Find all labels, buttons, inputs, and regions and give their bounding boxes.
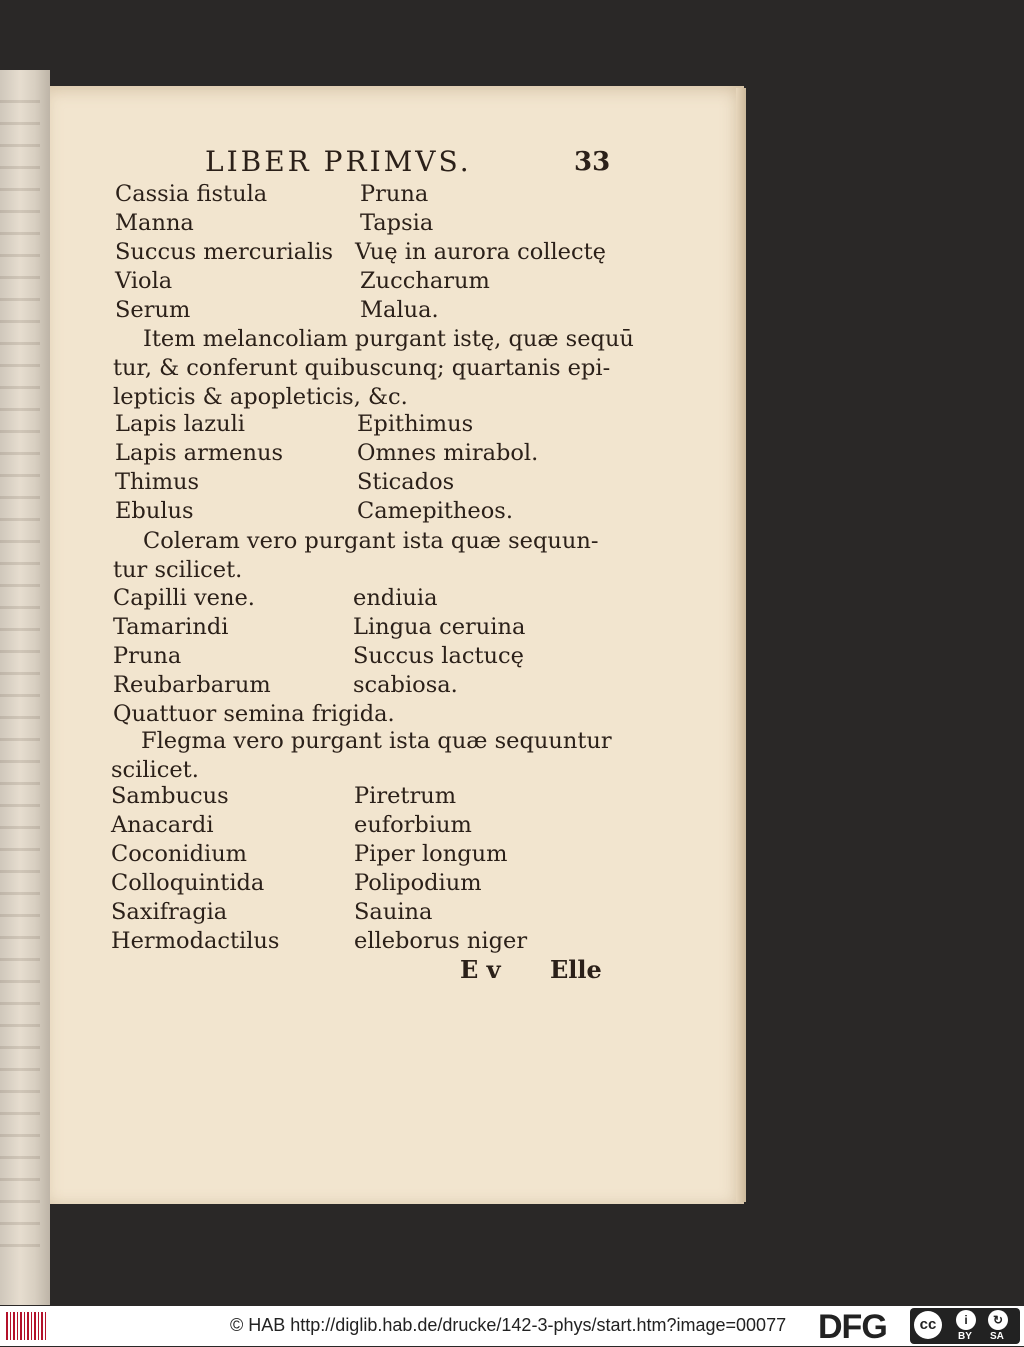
list-item-right: Piper longum (354, 841, 508, 867)
paragraph-line: Coleram vero purgant ista quæ sequun- (143, 528, 599, 554)
list-item-right: euforbium (354, 812, 472, 838)
list-item-left: Capilli vene. (113, 585, 255, 611)
list-item-right: Sauina (354, 899, 433, 925)
list-item-left: Cassia fistula (115, 181, 268, 207)
cc-license-badge[interactable] (910, 1308, 1020, 1344)
list-item-left: Pruna (113, 643, 182, 669)
list-item-left: Ebulus (115, 498, 194, 524)
paragraph-line: tur, & conferunt quibuscunq; quartanis epi- (113, 355, 611, 381)
list-item-right: Zuccharum (360, 268, 490, 294)
list-item-left: Serum (115, 297, 191, 323)
license-by-label: BY (958, 1331, 972, 1342)
license-sa-label: SA (990, 1331, 1004, 1342)
viewer-footer (0, 1306, 1024, 1346)
list-item-left: Lapis armenus (115, 440, 284, 466)
list-item-right: scabiosa. (353, 672, 458, 698)
person-icon: i (956, 1310, 976, 1330)
list-item-left: Anacardi (111, 812, 214, 838)
cc-icon: cc (914, 1311, 942, 1339)
catchword: Elle (550, 955, 602, 984)
paragraph-line: scilicet. (111, 757, 199, 783)
list-item-left: Viola (115, 268, 173, 294)
list-item-left: Sambucus (111, 783, 229, 809)
paragraph-line: Item melancoliam purgant istę, quæ sequū (143, 326, 634, 352)
list-item-left: Manna (115, 210, 194, 236)
list-item-right: Succus lactucę (353, 643, 524, 669)
list-item-right: Omnes mirabol. (357, 440, 539, 466)
share-alike-icon: ↻ (988, 1310, 1008, 1330)
page-header (160, 145, 610, 185)
dfg-logo: DFG (818, 1308, 887, 1346)
copyright-link[interactable]: © HAB http://diglib.hab.de/drucke/142-3-phys/start.htm?image=00077 (230, 1315, 787, 1335)
running-title: LIBER PRIMVS. (205, 145, 472, 178)
page-fore-edge (736, 88, 746, 1202)
list-item-right: Vuę in aurora collectę (355, 239, 606, 265)
closing-text: Quattuor semina frigida. (113, 701, 395, 727)
list-item-left: Lapis lazuli (115, 411, 246, 437)
list-item-left: Reubarbarum (113, 672, 271, 698)
list-item-left: Tamarindi (113, 614, 229, 640)
list-item-left: Thimus (115, 469, 200, 495)
list-item-right: endiuia (353, 585, 438, 611)
list-item-right: Camepitheos. (357, 498, 513, 524)
list-item-right: Epithimus (357, 411, 474, 437)
paragraph-line: lepticis & apopleticis, &c. (113, 384, 408, 410)
folio-number: 33 (574, 147, 611, 177)
list-item-right: Piretrum (354, 783, 457, 809)
paragraph-line: tur scilicet. (113, 557, 243, 583)
list-item-right: elleborus niger (354, 928, 528, 954)
list-item-right: Tapsia (360, 210, 434, 236)
list-item-right: Malua. (360, 297, 439, 323)
list-item-left: Coconidium (111, 841, 248, 867)
list-item-left: Succus mercurialis (115, 239, 334, 265)
list-item-right: Sticados (357, 469, 455, 495)
signature-mark: E v (460, 955, 501, 984)
list-item-right: Lingua ceruina (353, 614, 526, 640)
list-item-left: Saxifragia (111, 899, 228, 925)
previous-page-text-strip (0, 100, 40, 1250)
list-item-left: Colloquintida (111, 870, 265, 896)
list-item-left: Hermodactilus (111, 928, 280, 954)
list-item-right: Polipodium (354, 870, 482, 896)
paragraph-line: Flegma vero purgant ista quæ sequuntur (141, 728, 612, 754)
barcode-icon (6, 1312, 46, 1340)
list-item-right: Pruna (360, 181, 429, 207)
